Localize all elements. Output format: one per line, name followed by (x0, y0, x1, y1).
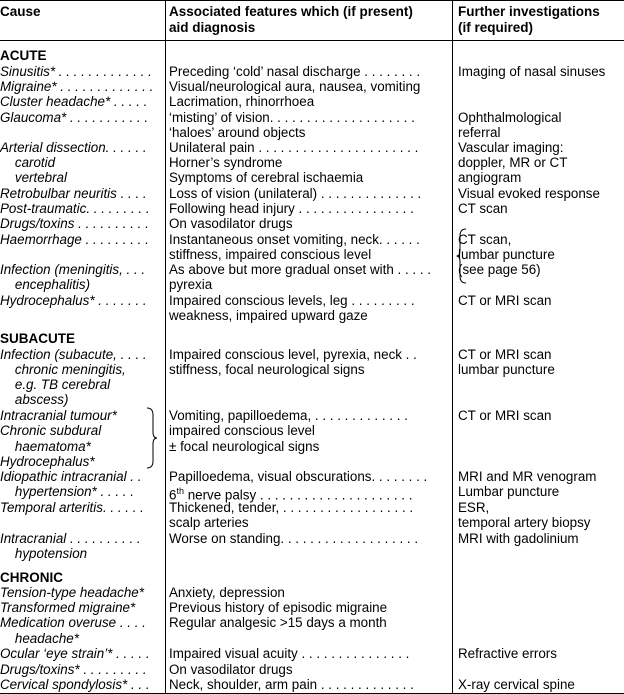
nerve-palsy-text: nerve palsy . . . . . . . . . . . . . . . . . . . . . (183, 487, 413, 503)
nerve-palsy-feature (169, 484, 447, 503)
row-9-investigation: CT scan (458, 201, 508, 216)
header-features-line-2: aid diagnosis (169, 20, 256, 35)
row-23-feature: ± focal neurological signs (169, 439, 320, 454)
row-4-investigation: referral (458, 125, 501, 140)
row-12-investigation: lumbar puncture (458, 247, 555, 262)
row-9-cause: Post-traumatic. . . . . . . . . (0, 201, 150, 216)
row-11-feature: Instantaneous onset vomiting, neck. . . . . . (169, 232, 420, 247)
row-8-feature: Loss of vision (unilateral) . . . . . . . . . . . . . . (169, 186, 422, 201)
row-35-investigation: Refractive errors (458, 646, 557, 661)
row-35-cause: Ocular ‘eye strain’* . . . . . (0, 646, 150, 661)
row-3-investigation: Ophthalmological (458, 110, 562, 125)
row-13-investigation: (see page 56) (458, 262, 541, 277)
header-investigations-line-1: Further investigations (458, 4, 600, 19)
nerve-palsy-number: 6 (169, 487, 177, 503)
row-3-feature: ‘misting’ of vision. . . . . . . . . . . . . . . . . . . . (169, 110, 415, 125)
row-25-feature: Papilloedema, visual obscurations. . . . . . . . (169, 469, 428, 484)
row-5-investigation: Vascular imaging: (458, 140, 564, 155)
row-35-feature: Impaired visual acuity . . . . . . . . . . . . . . . (169, 646, 410, 661)
row-14-cause: encephalitis) (0, 277, 91, 292)
row-25-cause: Idiopathic intracranial . . (0, 469, 142, 484)
row-1-cause: Migraine* . . . . . . . . . . . . . (0, 79, 154, 94)
row-21-cause: Intracranial tumour* (0, 408, 117, 423)
header-cause (0, 4, 41, 20)
row-33-feature: Regular analgesic >15 days a month (169, 615, 387, 630)
row-9-feature: Following head injury . . . . . . . . . . . . . . . . (169, 201, 414, 216)
row-11-cause: Haemorrhage . . . . . . . . . (0, 232, 149, 247)
row-1-feature: Visual/neurological aura, nausea, vomiting (169, 79, 421, 94)
row-25-investigation: MRI and MR venogram (458, 469, 597, 484)
row-36-cause: Drugs/toxins* . . . . . . . . . (0, 662, 147, 677)
row-21-feature: Vomiting, papilloedema, . . . . . . . . . . . . . (169, 408, 408, 423)
row-17-feature: Impaired conscious level, pyrexia, neck . . (169, 347, 417, 362)
row-27-cause: Temporal arteritis. . . . . . (0, 500, 144, 515)
row-32-feature: Previous history of episodic migraine (169, 600, 388, 615)
row-15-cause: Hydrocephalus* . . . . . . . (0, 293, 147, 308)
row-27-investigation: ESR, (458, 500, 490, 515)
row-6-feature: Horner’s syndrome (169, 155, 283, 170)
row-0-investigation: Imaging of nasal sinuses (458, 64, 606, 79)
row-19-cause: e.g. TB cerebral (0, 377, 111, 392)
row-15-investigation: CT or MRI scan (458, 293, 552, 308)
row-31-cause: Tension-type headache* (0, 585, 144, 600)
row-7-investigation: angiogram (458, 170, 522, 185)
row-22-feature: impaired conscious level (169, 423, 315, 438)
row-16-feature: weakness, impaired upward gaze (169, 308, 368, 323)
row-30-cause: hypotension (0, 546, 88, 561)
row-3-cause: Glaucoma* . . . . . . . . . . . (0, 110, 149, 125)
row-12-feature: stiffness, impaired conscious level (169, 247, 372, 262)
row-20-cause: abscess) (0, 392, 69, 407)
row-29-investigation: MRI with gadolinium (458, 531, 579, 546)
row-34-cause: headache* (0, 631, 79, 646)
row-8-cause: Retrobulbar neuritis . . . . (0, 186, 147, 201)
row-28-investigation: temporal artery biopsy (458, 515, 591, 530)
row-5-cause: Arterial dissection. . . . . . (0, 140, 147, 155)
row-17-investigation: CT or MRI scan (458, 347, 552, 362)
row-10-feature: On vasodilator drugs (169, 216, 293, 231)
section-chronic: CHRONIC (0, 570, 63, 585)
brace-ct-lumbar (456, 228, 468, 284)
row-14-feature: pyrexia (169, 277, 213, 292)
row-6-investigation: doppler, MR or CT (458, 155, 568, 170)
row-15-feature: Impaired conscious levels, leg . . . . . . . . . (169, 293, 415, 308)
row-7-cause: vertebral (0, 170, 67, 185)
row-29-cause: Intracranial . . . . . . . . . . (0, 531, 141, 546)
row-8-investigation: Visual evoked response (458, 186, 600, 201)
row-37-investigation: X-ray cervical spine (458, 677, 575, 692)
row-29-feature: Worse on standing. . . . . . . . . . . . . . . . . . . (169, 531, 419, 546)
row-24-cause: Hydrocephalus* (0, 454, 95, 469)
row-18-cause: chronic meningitis, (0, 362, 126, 377)
brace-subacute-group (146, 407, 158, 469)
row-2-feature: Lacrimation, rhinorrhoea (169, 94, 315, 109)
row-0-cause: Sinusitis* . . . . . . . . . . . . . (0, 64, 152, 79)
row-17-cause: Infection (subacute, . . . . (0, 347, 147, 362)
row-7-feature: Symptoms of cerebral ischaemia (169, 170, 364, 185)
row-23-cause: haematoma* (0, 439, 91, 454)
row-18-investigation: lumbar puncture (458, 362, 555, 377)
row-37-feature: Neck, shoulder, arm pain . . . . . . . . . . . . . (169, 677, 414, 692)
row-26-cause: hypertension* . . . . . (0, 484, 134, 499)
row-5-feature: Unilateral pain . . . . . . . . . . . . . . . . . . . . . . (169, 140, 419, 155)
row-31-feature: Anxiety, depression (169, 585, 285, 600)
header-features (169, 4, 413, 36)
row-13-feature: As above but more gradual onset with . . . . . (169, 262, 432, 277)
row-26-investigation: Lumbar puncture (458, 484, 560, 499)
row-11-investigation: CT scan, (458, 232, 512, 247)
section-subacute: SUBACUTE (0, 331, 76, 346)
nerve-palsy-superscript: th (176, 486, 184, 496)
header-investigations-line-2: (if required) (458, 20, 534, 35)
row-33-cause: Medication overuse . . . . (0, 615, 146, 630)
row-36-feature: On vasodilator drugs (169, 662, 293, 677)
row-21-investigation: CT or MRI scan (458, 408, 552, 423)
row-28-feature: scalp arteries (169, 515, 249, 530)
header-features-line-1: Associated features which (if present) (169, 4, 413, 19)
row-2-cause: Cluster headache* . . . . . (0, 94, 148, 109)
column-divider-2 (452, 0, 453, 694)
row-22-cause: Chronic subdural (0, 423, 102, 438)
header-investigations (458, 4, 600, 36)
table-top-rule (0, 0, 624, 1)
row-37-cause: Cervical spondylosis* . . . (0, 677, 150, 692)
row-4-feature: ‘haloes’ around objects (169, 125, 306, 140)
row-0-feature: Preceding ‘cold’ nasal discharge . . . . . . . . (169, 64, 421, 79)
row-13-cause: Infection (meningitis, . . . (0, 262, 146, 277)
row-27-feature: Thickened, tender, . . . . . . . . . . . . . . . . . . (169, 500, 414, 515)
row-32-cause: Transformed migraine* (0, 600, 136, 615)
column-divider-1 (165, 0, 166, 694)
row-18-feature: stiffness, focal neurological signs (169, 362, 365, 377)
header-cause-label: Cause (0, 4, 41, 19)
header-divider (0, 40, 624, 41)
section-acute: ACUTE (0, 48, 47, 63)
row-6-cause: carotid (0, 155, 56, 170)
row-10-cause: Drugs/toxins . . . . . . . . . . (0, 216, 149, 231)
